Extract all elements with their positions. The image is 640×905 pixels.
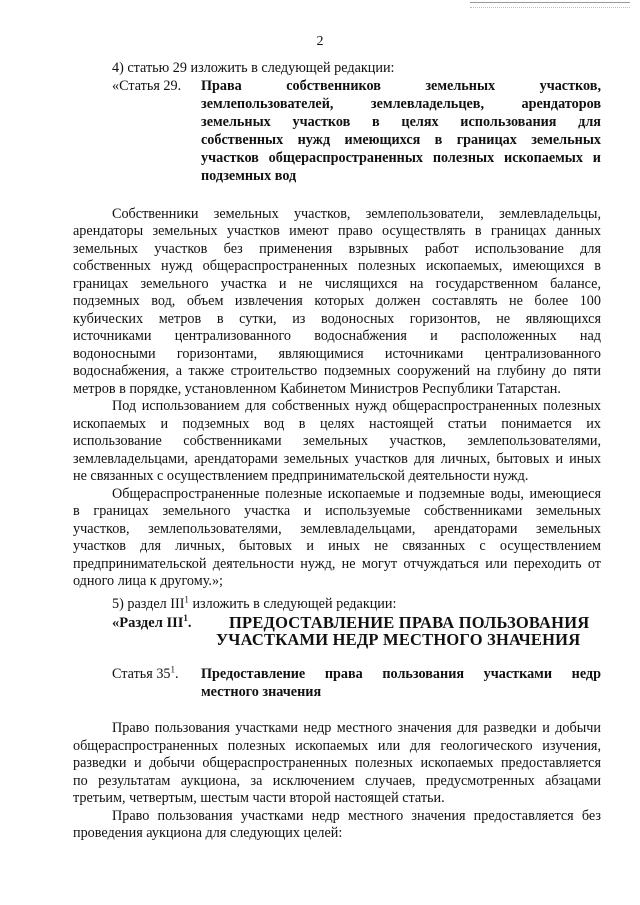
paragraph1-line-4: собственных нужд общераспространенных полезных ископаемых, имеющихся в [73, 258, 601, 274]
paragraph1-line-6: подземных вод, объем извлечения которых должен составлять не более 100 [73, 293, 601, 309]
section-label [112, 615, 192, 632]
paragraph5-line-2: проведения аукциона для следующих целей: [73, 825, 343, 841]
paragraph2-line-1: Под использованием для собственных нужд общераспространенных полезных [112, 398, 601, 414]
item5-intro-suffix: изложить в следующей редакции: [188, 596, 397, 612]
paragraph1-line-8: источниками централизованного водоснабжения и расположенных над [73, 328, 601, 344]
paragraph5-line-1: Право пользования участками недр местного значения предоставляется без [112, 808, 601, 824]
paragraph3-line-3: участков, землепользователями, землевладельцами, арендаторами земельных [73, 521, 601, 537]
paragraph1-line-2: арендаторы земельных участков имеют право осуществлять в границах данных [73, 223, 601, 239]
paragraph3-line-2: в границах земельного участка и используемые собственниками земельных [73, 503, 601, 519]
paragraph4-line-4: по результатам аукциона, за исключением случаев, предусмотренных абзацами [73, 773, 601, 789]
article35-label-end: . [175, 666, 179, 682]
paragraph1-line-3: земельных участков без применения взрывных работ использование для [73, 241, 601, 257]
paragraph4-line-2: общераспространенных полезных ископаемых или для геологического изучения, [73, 738, 601, 754]
article29-title-line-3: земельных участков в целях использования для [201, 114, 601, 130]
paragraph3-line-5: предпринимательской деятельности нужд, не могут отчуждаться или переходить от [73, 556, 601, 572]
article29-title-line-2: землепользователей, землевладельцев, арендаторов [201, 96, 601, 112]
section-label-text: «Раздел III [112, 615, 184, 631]
paragraph4-line-1: Право пользования участками недр местного значения для разведки и добычи [112, 720, 601, 736]
paragraph1-line-5: границах земельного участка и не числящихся на государственном балансе, [73, 276, 601, 292]
article35-title-line-2: местного значения [201, 684, 322, 700]
paragraph3-line-4: участков для личных, бытовых и иных не связанных с осуществлением [73, 538, 601, 554]
article29-label: «Статья 29. [112, 78, 182, 94]
paragraph1-line-11: метров в порядке, установленном Кабинетом Министров Республики Татарстан. [73, 381, 561, 397]
paragraph2-line-3: использование собственниками земельных участков, землепользователями, [73, 433, 601, 449]
article29-title-line-4: собственных нужд имеющихся в границах земельных [201, 132, 601, 148]
paragraph3-line-6: одного лица к другому.»; [73, 573, 223, 589]
page-number: 2 [316, 34, 324, 49]
scan-edge-mark [470, 2, 630, 8]
article29-title-line-5: участков общераспространенных полезных ископаемых и [201, 150, 601, 166]
paragraph3-line-1: Общераспространенные полезные ископаемые и подземные воды, имеющиеся [112, 486, 601, 502]
article29-title-line-1: Права собственников земельных участков, [201, 78, 601, 94]
section-label-end: . [187, 615, 192, 631]
paragraph2-line-5: не связанных с осуществлением предпринимательской деятельности нужд. [73, 468, 529, 484]
item5-intro-sup: 1 [184, 594, 189, 605]
section-label-sup: 1 [183, 613, 188, 624]
article35-label-text: Статья 35 [112, 666, 171, 682]
paragraph2-line-2: ископаемых и подземных вод в целях настоящей статьи понимается их [73, 416, 601, 432]
paragraph1-line-9: водоносными горизонтами, являющимися источниками централизованного [73, 346, 601, 362]
section-title-line-1: ПРЕДОСТАВЛЕНИЕ ПРАВА ПОЛЬЗОВАНИЯ [229, 613, 590, 632]
paragraph4-line-5: третьим, четвертым, шестым части второй настоящей статьи. [73, 790, 445, 806]
item5-intro-prefix: 5) раздел III [112, 596, 185, 612]
paragraph1-line-10: водоснабжения, а также строительство подземных сооружений на глубину до пяти [73, 363, 601, 379]
item4-intro: 4) статью 29 изложить в следующей редакции: [112, 60, 395, 76]
paragraph1-line-1: Собственники земельных участков, землепользователи, землевладельцы, [112, 206, 601, 222]
section-title-line-2: УЧАСТКАМИ НЕДР МЕСТНОГО ЗНАЧЕНИЯ [216, 630, 581, 649]
article29-title-line-6: подземных вод [201, 168, 297, 184]
article35-label-sup: 1 [170, 664, 176, 675]
paragraph4-line-3: разведки и добычи общераспространенных полезных ископаемых предоставляется [73, 755, 601, 771]
article35-title-line-1: Предоставление права пользования участками недр [201, 666, 601, 682]
item5-intro [112, 596, 396, 613]
paragraph2-line-4: землевладельцами, арендаторами земельных участков для личных, бытовых и иных [73, 451, 601, 467]
paragraph1-line-7: кубических метров в сутки, из водоносных горизонтов, не являющихся [73, 311, 601, 327]
article35-label [112, 666, 179, 683]
